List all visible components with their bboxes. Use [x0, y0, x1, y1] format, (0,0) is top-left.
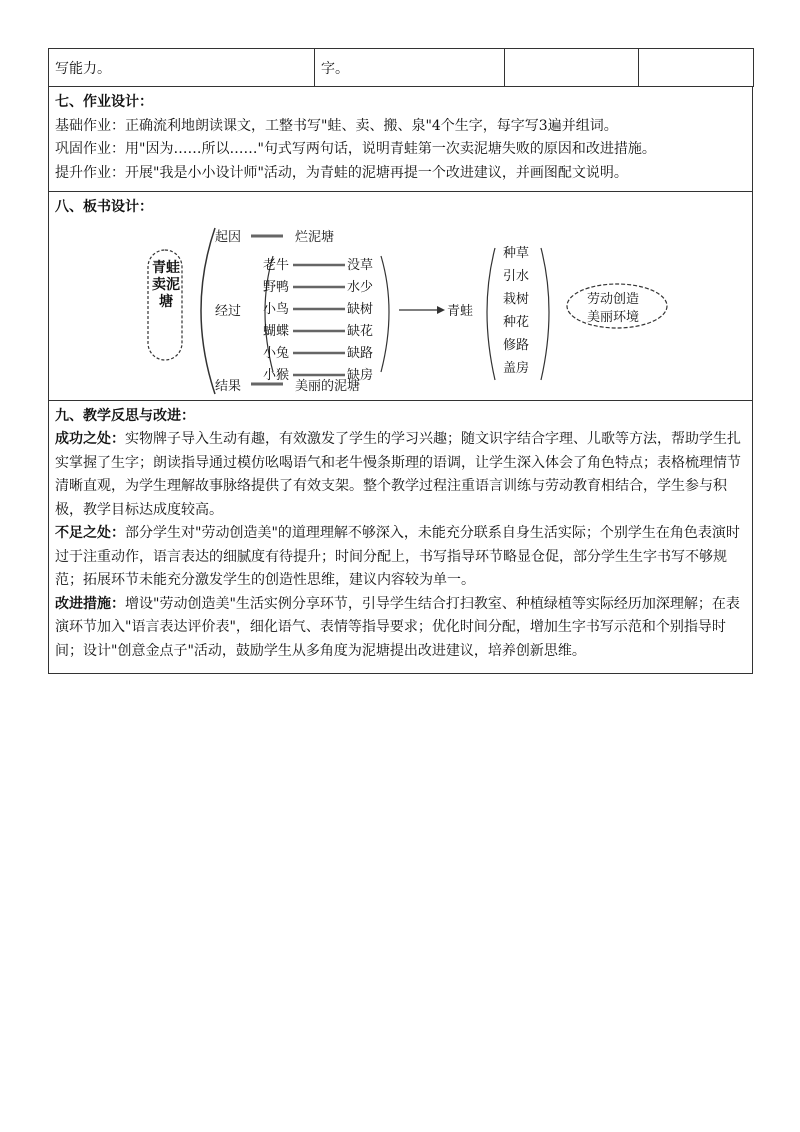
- success-paragraph: [55, 428, 746, 522]
- frog-arrowhead: [437, 306, 445, 314]
- action-item: 栽树: [503, 291, 530, 307]
- action-item: 引水: [503, 268, 530, 284]
- board-section: [48, 192, 753, 401]
- cause-value: 烂泥塘: [295, 229, 335, 245]
- left-brace: [201, 228, 215, 394]
- success-text: 实物牌子导入生动有趣，有效激发了学生的学习兴趣；随文识字结合字理、儿歌等方法，帮助学生扎实掌握了生字；朗读指导通过模仿吆喝语气和老牛慢条斯理的语调，让学生深入体会了角色特点；表格梳理情节清晰直观，为学生理解故事脉络提供了有效支架。整个教学过程注重语言训练与劳动教育相结合，学生参与积极，教学目标达成度较高。: [55, 431, 741, 518]
- table-cell: 字。: [315, 49, 505, 87]
- cloud-line: 美丽环境: [587, 309, 640, 325]
- process-label: 经过: [215, 303, 242, 319]
- problem-item: 缺花: [347, 323, 374, 339]
- result-value: 美丽的泥塘: [295, 378, 361, 394]
- success-label: 成功之处：: [55, 431, 125, 447]
- action-item: 种花: [503, 314, 530, 330]
- process-brace-right: [381, 256, 389, 372]
- reflection-heading: 九、教学反思与改进：: [55, 407, 195, 424]
- homework-heading: 七、作业设计：: [55, 94, 153, 110]
- problem-item: 水少: [347, 279, 374, 295]
- board-title: 青蛙卖泥塘: [152, 259, 180, 310]
- board-design: [55, 220, 746, 400]
- table-cell: 写能力。: [49, 49, 315, 87]
- action-item: 种草: [503, 245, 530, 261]
- shortcoming-paragraph: [55, 522, 746, 593]
- action-item: 盖房: [503, 360, 530, 376]
- table-cell: [505, 49, 639, 87]
- problem-item: 缺房: [347, 367, 374, 383]
- table-cell: [639, 49, 754, 87]
- problem-item: 缺树: [347, 301, 374, 317]
- action-item: 修路: [503, 337, 530, 353]
- animal-item: 蝴蝶: [263, 323, 290, 339]
- document-page: [48, 48, 753, 674]
- top-table-row: [48, 48, 754, 87]
- homework-line: 基础作业：正确流利地朗读课文，工整书写"蛙、卖、搬、泉"4个生字，每字写3遍并组词。: [55, 117, 618, 134]
- cloud-line: 劳动创造: [587, 291, 640, 307]
- action-brace-right: [541, 248, 549, 380]
- animal-item: 小兔: [263, 345, 290, 361]
- animal-item: 老牛: [263, 257, 290, 273]
- board-heading: 八、板书设计：: [55, 199, 153, 215]
- reflection-section: [48, 401, 753, 675]
- problem-item: 没草: [347, 257, 374, 273]
- homework-section: [48, 87, 753, 192]
- cause-label: 起因: [215, 229, 242, 245]
- homework-line: 提升作业：开展"我是小小设计师"活动，为青蛙的泥塘再提一个改进建议，并画图配文说明。: [55, 164, 628, 181]
- shortcoming-label: 不足之处：: [55, 525, 125, 541]
- improve-paragraph: [55, 593, 746, 664]
- improve-text: 增设"劳动创造美"生活实例分享环节，引导学生结合打扫教室、种植绿植等实际经历加深理解；在表演环节加入"语言表达评价表"，细化语气、表情等指导要求；优化时间分配，增加生字书写示范和个别指导时间；设计"创意金点子"活动，鼓励学生从多角度为泥塘提出改进建议，培养创新思维。: [55, 595, 740, 659]
- problem-item: 缺路: [347, 345, 374, 361]
- homework-line: 巩固作业：用"因为……所以……"句式写两句话，说明青蛙第一次卖泥塘失败的原因和改进措施。: [55, 141, 656, 157]
- problem-arrows: [293, 265, 345, 375]
- action-brace-left: [487, 248, 495, 380]
- animal-item: 小鸟: [263, 301, 290, 317]
- result-label: 结果: [215, 378, 242, 394]
- improve-label: 改进措施：: [55, 595, 125, 612]
- animal-item: 小猴: [263, 367, 290, 383]
- frog-label: 青蛙: [447, 303, 474, 319]
- shortcoming-text: 部分学生对"劳动创造美"的道理理解不够深入，未能充分联系自身生活实际；个别学生在角色表演时过于注重动作，语言表达的细腻度有待提升；时间分配上，书写指导环节略显仓促，部分学生生字书写不够规范；拓展环节未能充分激发学生的创造性思维，建议内容较为单一。: [55, 525, 740, 588]
- animal-item: 野鸭: [263, 279, 290, 295]
